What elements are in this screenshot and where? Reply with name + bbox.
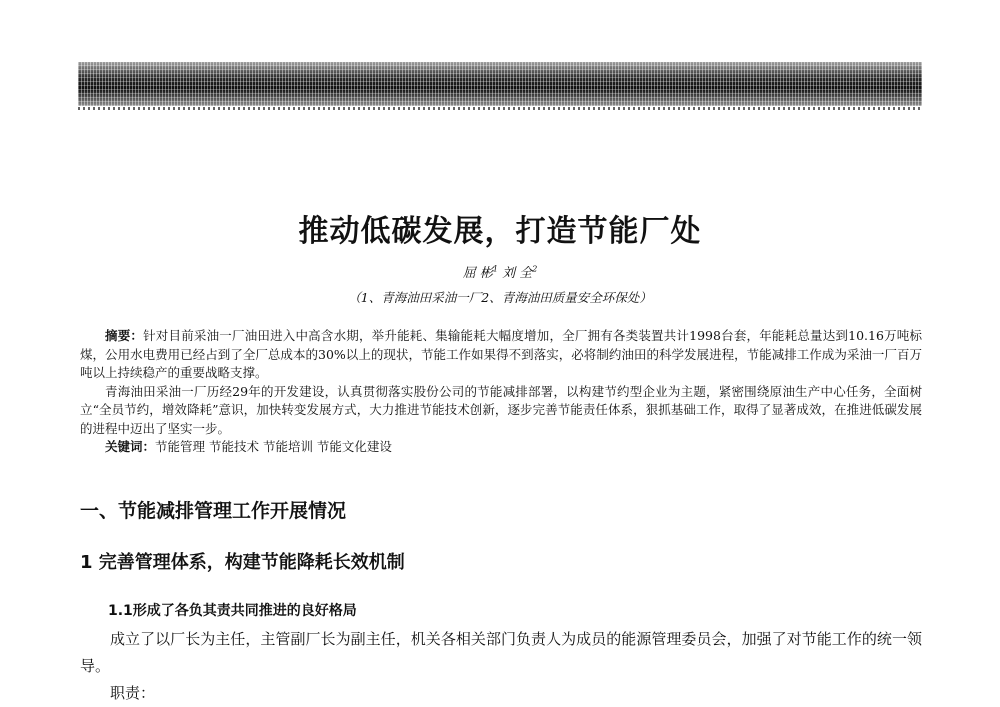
body-paragraph-2: 职责：: [110, 684, 156, 702]
author-1: 屈 彬: [462, 266, 493, 281]
abstract-text-1: 针对目前采油一厂油田进入中高含水期，举升能耗、集输能耗大幅度增加，全厂拥有各类装置共计1998台套，年能耗总量达到10.16万吨标煤，公用水电费用已经占到了全厂总成本的30%以上的现状，节能工作如果得不到落实，必将制约油田的科学发展进程，节能减排工作成为采油一厂百万吨以上持续稳产的重要战略支撑。: [80, 328, 922, 380]
keywords-line: [80, 438, 922, 457]
subsection-heading-1-1: 1 完善管理体系，构建节能降耗长效机制: [80, 552, 405, 573]
keywords-label: 关键词：: [105, 439, 156, 454]
author-line: [0, 262, 1000, 281]
body-paragraph-1: 成立了以厂长为主任，主管副厂长为副主任，机关各相关部门负责人为成员的能源管理委员会，加强了对节能工作的统一领导。: [80, 630, 922, 675]
abstract-paragraph-2: 青海油田采油一厂历经29年的开发建设，认真贯彻落实股份公司的节能减排部署，以构建节约型企业为主题，紧密围绕原油生产中心任务，全面树立“全员节约，增效降耗”意识，加快转变发展方式，大力推进节能技术创新，逐步完善节能责任体系，狠抓基础工作，取得了显著成效，在推进低碳发展的进程中迈出了坚实一步。: [80, 383, 922, 436]
abstract-label: 摘要：: [105, 328, 144, 343]
affiliation: （1、青海油田采油一厂2、青海油田质量安全环保处）: [348, 290, 652, 305]
author-2: 刘 全: [502, 266, 533, 281]
subsubsection-heading-1-1-1: 1.1形成了各负其责共同推进的良好格局: [108, 603, 357, 619]
header-banner: [78, 62, 922, 106]
abstract-paragraph-1: [80, 327, 922, 383]
section-heading-1: 一、节能减排管理工作开展情况: [80, 500, 347, 522]
author-1-affil-marker: 1: [492, 264, 498, 274]
keywords-text: 节能管理 节能技术 节能培训 节能文化建设: [155, 439, 392, 454]
abstract-block: [80, 327, 922, 457]
author-2-affil-marker: 2: [532, 264, 538, 274]
body-text: [80, 626, 922, 707]
paper-title: 推动低碳发展，打造节能厂处: [298, 214, 702, 249]
